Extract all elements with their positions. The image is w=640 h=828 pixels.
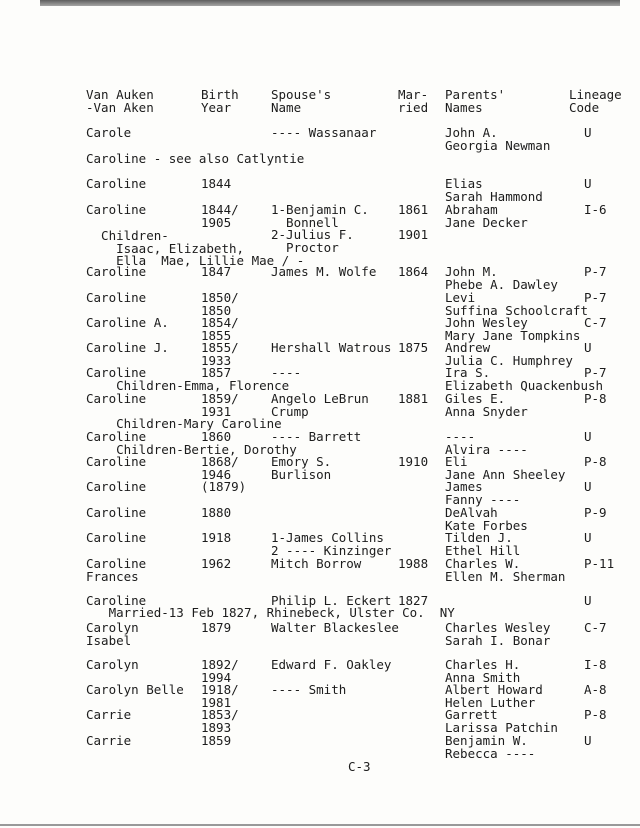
- entry-birth: 1994: [201, 669, 232, 685]
- entry-parents: Charles Wesley: [445, 620, 551, 635]
- entry-spouse: Philip L. Eckert: [271, 593, 392, 608]
- entry-name: Isabel: [86, 632, 132, 648]
- entry-birth: 1868/: [201, 454, 239, 469]
- entry-parents: Benjamin W.: [445, 733, 528, 748]
- entry-parents: Eli: [445, 454, 468, 469]
- entry-birth: 1931: [201, 403, 232, 419]
- header-married: Mar-: [398, 87, 429, 102]
- entry-birth: 1962: [201, 556, 232, 571]
- entry-spouse: ----: [271, 365, 302, 380]
- entry-name: Caroline: [86, 264, 147, 279]
- entry-parents: Fanny ----: [445, 491, 521, 507]
- entry-birth: 1850/: [201, 290, 239, 305]
- entry-spouse: 2 ---- Kinzinger: [271, 542, 392, 558]
- entry-spouse: Hershall Watrous: [271, 340, 392, 355]
- entry-code: U: [584, 733, 592, 748]
- scan-edge-bottom: [0, 824, 640, 826]
- header-name: Van Auken: [86, 87, 154, 102]
- entry-name: Caroline: [86, 556, 147, 571]
- header-spouse: Name: [271, 99, 302, 115]
- entry-married: 1875: [398, 340, 429, 355]
- entry-birth: 1859: [201, 733, 232, 748]
- entry-parents: Kate Forbes: [445, 517, 528, 533]
- entry-parents: Helen Luther: [445, 694, 536, 710]
- entry-spouse: Mitch Borrow: [271, 556, 362, 571]
- entry-note: Children-Bertie, Dorothy: [86, 442, 297, 457]
- entry-birth: 1859/: [201, 391, 239, 406]
- entry-parents: Larissa Patchin: [445, 719, 558, 735]
- entry-note: Isaac, Elizabeth,: [86, 240, 245, 256]
- entry-name: Caroline: [86, 391, 147, 406]
- entry-spouse: ---- Smith: [271, 682, 347, 697]
- entry-birth: 1879: [201, 620, 232, 635]
- entry-birth: 1855/: [201, 340, 239, 355]
- entry-code: U: [584, 176, 592, 191]
- page-number: C-3: [348, 759, 371, 774]
- entry-parents: Ira S.: [445, 365, 491, 380]
- entry-parents: Rebecca ----: [445, 745, 536, 761]
- entry-parents: Charles W.: [445, 556, 521, 571]
- entry-parents: John M.: [445, 264, 498, 279]
- entry-parents: Sarah I. Bonar: [445, 632, 551, 648]
- entry-name: Caroline J.: [86, 340, 169, 355]
- entry-parents: Charles H.: [445, 657, 521, 672]
- entry-parents: Sarah Hammond: [445, 188, 543, 204]
- entry-parents: Giles E.: [445, 391, 506, 406]
- entry-birth: (1879): [201, 479, 247, 494]
- entry-code: U: [584, 340, 592, 355]
- entry-parents: Suffina Schoolcraft: [445, 302, 588, 318]
- entry-name: Caroline: [86, 176, 147, 191]
- entry-name: Caroline: [86, 365, 147, 380]
- entry-note: Ella Mae, Lillie Mae / -: [86, 253, 305, 269]
- entry-code: U: [584, 530, 592, 545]
- entry-married: 1910: [398, 454, 429, 469]
- header-married: ried: [398, 99, 429, 115]
- entry-code: I-8: [584, 657, 607, 672]
- entry-code: P-9: [584, 505, 607, 520]
- entry-code: P-7: [584, 290, 607, 305]
- entry-married: 1881: [398, 391, 429, 406]
- entry-code: P-8: [584, 707, 607, 722]
- entry-code: A-8: [584, 682, 607, 697]
- entry-name: Carole: [86, 125, 132, 140]
- entry-birth: 1860: [201, 429, 232, 444]
- entry-birth: 1905: [201, 214, 232, 230]
- entry-married: 1901: [398, 227, 429, 243]
- entry-birth: 1847: [201, 264, 232, 279]
- entry-parents: Abraham: [445, 202, 498, 217]
- entry-birth: 1893: [201, 719, 232, 735]
- entry-parents: Anna Snyder: [445, 403, 528, 419]
- entry-birth: 1857: [201, 365, 232, 380]
- entry-parents: Elizabeth Quackenbush: [445, 377, 604, 393]
- entry-spouse: 1-Benjamin C.: [271, 202, 369, 217]
- entry-name: Carolyn: [86, 620, 139, 635]
- entry-birth: 1850: [201, 302, 232, 318]
- entry-parents: Elias: [445, 176, 483, 191]
- entry-note: Children-Emma, Florence: [86, 378, 290, 393]
- entry-code: P-8: [584, 454, 607, 469]
- entry-birth: 1892/: [201, 657, 239, 672]
- entry-spouse: Angelo LeBrun: [271, 391, 369, 406]
- entry-parents: Andrew: [445, 340, 491, 355]
- entry-parents: Garrett: [445, 707, 498, 722]
- entry-code: I-6: [584, 202, 607, 217]
- entry-parents: Anna Smith: [445, 669, 521, 685]
- entry-parents: Julia C. Humphrey: [445, 352, 573, 368]
- entry-parents: Alvira ----: [445, 441, 528, 457]
- entry-parents: Ellen M. Sherman: [445, 568, 566, 584]
- entry-married: 1864: [398, 264, 429, 279]
- entry-name: Caroline: [86, 505, 147, 520]
- entry-code: U: [584, 479, 592, 494]
- entry-note: Caroline - see also Catlyntie: [86, 151, 305, 166]
- entry-parents: Mary Jane Tompkins: [445, 327, 581, 343]
- entry-parents: James: [445, 479, 483, 494]
- entry-name: Caroline: [86, 479, 147, 494]
- header-parents: Parents': [445, 87, 506, 102]
- entry-birth: 1853/: [201, 707, 239, 722]
- entry-birth: 1844/: [201, 202, 239, 217]
- entry-birth: 1981: [201, 694, 232, 710]
- entry-spouse: Burlison: [271, 466, 332, 482]
- entry-birth: 1918: [201, 530, 232, 545]
- header-name: -Van Aken: [86, 99, 154, 115]
- header-parents: Names: [445, 99, 483, 115]
- entry-spouse: Walter Blackeslee: [271, 620, 399, 635]
- entry-name: Caroline: [86, 530, 147, 545]
- entry-code: P-8: [584, 391, 607, 406]
- entry-spouse: Emory S.: [271, 454, 332, 469]
- entry-code: P-11: [584, 556, 615, 571]
- entry-parents: Albert Howard: [445, 682, 543, 697]
- entry-parents: Phebe A. Dawley: [445, 276, 558, 292]
- entry-spouse: Edward F. Oakley: [271, 657, 392, 672]
- entry-name: Caroline A.: [86, 315, 169, 330]
- entry-name: Caroline: [86, 454, 147, 469]
- entry-parents: Tilden J.: [445, 530, 513, 545]
- entry-name: Caroline: [86, 593, 147, 608]
- entry-name: Caroline: [86, 290, 147, 305]
- entry-spouse: Crump: [271, 403, 309, 419]
- entry-parents: Levi: [445, 290, 476, 305]
- entry-code: C-7: [584, 620, 607, 635]
- entry-birth: 1933: [201, 352, 232, 368]
- scan-edge-top: [40, 0, 620, 6]
- header-lineage: Code: [569, 99, 600, 115]
- entry-name: Carolyn Belle: [86, 682, 184, 697]
- entry-parents: DeAlvah: [445, 505, 498, 520]
- entry-parents: Jane Decker: [445, 214, 528, 230]
- entry-code: U: [584, 125, 592, 140]
- entry-note: Married-13 Feb 1827, Rhinebeck, Ulster Co. NY: [86, 605, 455, 620]
- header-lineage: Lineage: [569, 87, 622, 102]
- entry-parents: ----: [445, 429, 476, 444]
- entry-parents: John Wesley: [445, 315, 528, 330]
- entry-married: 1827: [398, 593, 429, 608]
- entry-name: Caroline: [86, 202, 147, 217]
- entry-spouse: Bonnell: [271, 214, 339, 230]
- entry-spouse: James M. Wolfe: [271, 264, 377, 279]
- entry-code: P-7: [584, 264, 607, 279]
- entry-birth: 1946: [201, 466, 232, 482]
- entry-name: Carrie: [86, 733, 132, 748]
- entry-code: P-7: [584, 365, 607, 380]
- entry-name: Frances: [86, 568, 139, 584]
- header-birth: Birth: [201, 87, 239, 102]
- entry-parents: Jane Ann Sheeley: [445, 466, 566, 482]
- entry-note: Children-: [86, 228, 169, 243]
- entry-note: Children-Mary Caroline: [86, 416, 282, 431]
- entry-spouse: ---- Wassanaar: [271, 125, 377, 140]
- entry-parents: Ethel Hill: [445, 542, 521, 558]
- header-birth: Year: [201, 99, 232, 115]
- entry-birth: 1880: [201, 505, 232, 520]
- entry-married: 1988: [398, 556, 429, 571]
- entry-birth: 1844: [201, 176, 232, 191]
- entry-spouse: Proctor: [271, 239, 339, 255]
- entry-parents: John A.: [445, 125, 498, 140]
- entry-code: C-7: [584, 315, 607, 330]
- entry-married: 1861: [398, 202, 429, 217]
- entry-name: Carolyn: [86, 657, 139, 672]
- entry-name: Caroline: [86, 429, 147, 444]
- entry-birth: 1918/: [201, 682, 239, 697]
- entry-parents: Georgia Newman: [445, 137, 551, 153]
- entry-code: U: [584, 593, 592, 608]
- entry-spouse: ---- Barrett: [271, 429, 362, 444]
- entry-code: U: [584, 429, 592, 444]
- entry-birth: 1854/: [201, 315, 239, 330]
- entry-spouse: 2-Julius F.: [271, 227, 354, 243]
- entry-spouse: 1-James Collins: [271, 530, 384, 545]
- entry-name: Carrie: [86, 707, 132, 722]
- entry-birth: 1855: [201, 327, 232, 343]
- header-spouse: Spouse's: [271, 87, 332, 102]
